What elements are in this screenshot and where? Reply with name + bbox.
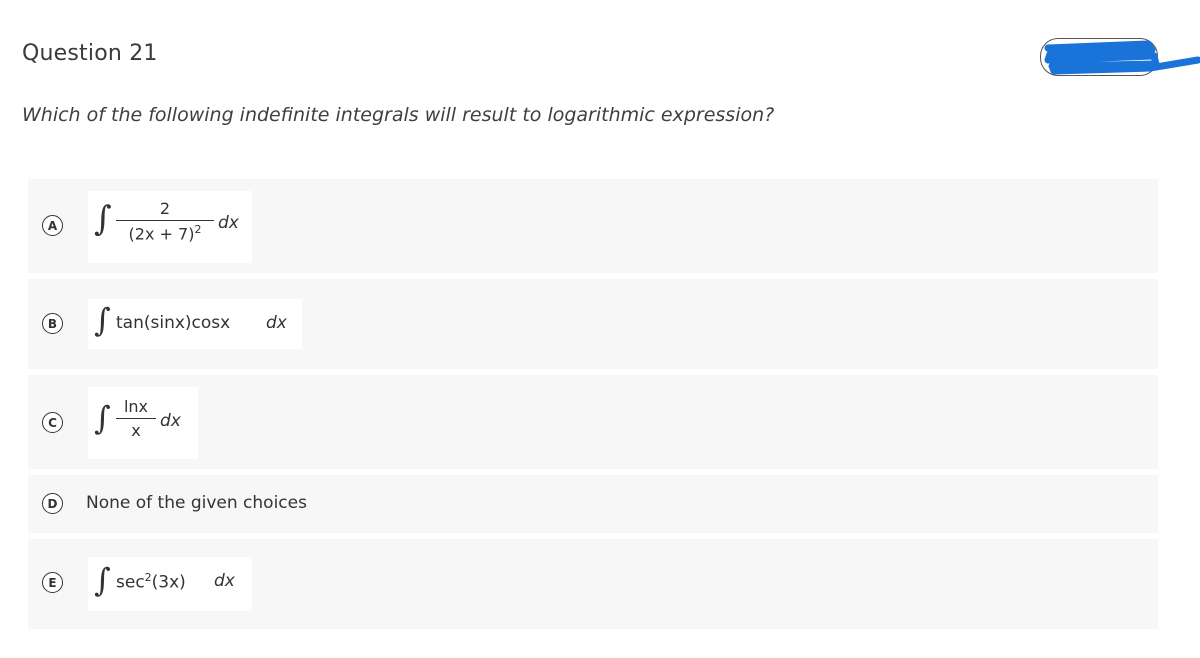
integral-sign-icon: ∫ xyxy=(94,301,111,339)
option-letter-a: A xyxy=(42,215,63,236)
differential: dx xyxy=(218,213,239,233)
option-letter-e: E xyxy=(42,572,63,593)
integral-sign-icon: ∫ xyxy=(94,399,111,437)
differential: dx xyxy=(160,411,181,431)
option-b-expression xyxy=(88,299,302,349)
question-prompt: Which of the following indefinite integrals will result to logarithmic expression? xyxy=(22,104,775,126)
question-title: Question 21 xyxy=(22,41,158,66)
fraction xyxy=(116,397,156,440)
option-b[interactable] xyxy=(28,279,1158,369)
option-c[interactable] xyxy=(28,375,1158,469)
option-a-expression xyxy=(88,191,252,263)
flag-toggle[interactable] xyxy=(1040,38,1200,78)
numerator: lnx xyxy=(123,397,149,416)
option-a[interactable] xyxy=(28,179,1158,273)
flag-scribble-icon xyxy=(1040,38,1200,78)
differential: dx xyxy=(266,313,287,333)
integrand: tan(sinx)cosx xyxy=(116,313,231,333)
integral-sign-icon: ∫ xyxy=(94,561,111,599)
integral-sign-icon: ∫ xyxy=(94,199,112,239)
differential: dx xyxy=(214,571,235,591)
numerator: 2 xyxy=(159,199,171,218)
denominator: x xyxy=(131,421,141,440)
option-e-expression xyxy=(88,557,252,611)
option-c-expression xyxy=(88,387,198,459)
integrand: $\sec^2(3x)$ xyxy=(116,571,186,593)
option-letter-c: C xyxy=(42,412,63,433)
denominator: $(2x + 7)^2$ xyxy=(128,223,202,244)
option-letter-d: D xyxy=(42,493,63,514)
option-d-text: None of the given choices xyxy=(86,493,307,513)
option-e[interactable] xyxy=(28,539,1158,629)
option-letter-b: B xyxy=(42,313,63,334)
fraction xyxy=(116,199,214,243)
fraction-bar xyxy=(116,418,156,419)
option-d[interactable] xyxy=(28,475,1158,533)
fraction-bar xyxy=(116,220,214,221)
